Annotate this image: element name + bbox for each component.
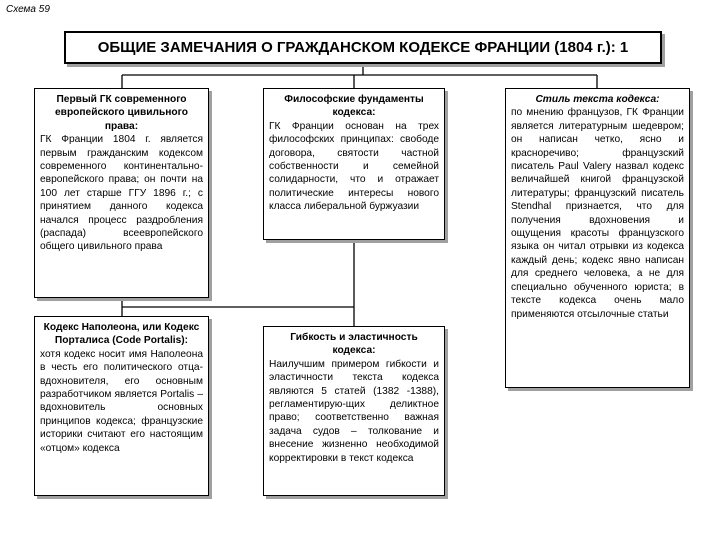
box-philosophy-text: ГК Франции основан на трех философских принципах: свободе договора, святости частной собственности и семейной солидарности, что и отражает политические интересы нового класса либеральной буржуазии — [269, 120, 439, 213]
box-style-text: по мнению французов, ГК Франции является литературным шедевром; он написан четко, ясно и красноречиво; французский писатель Paul Valery назвал кодекс величайшей книгой французской литературы; французский писатель Stendhal признается, что для получения вдохновения и ощущения красоты французского языка он читал отрывки из кодекса каждый день; кодекс явно написан для среднего человека, а не для специально обученного юриста; в тексте кодекса очень мало применяются отсылочные статьи — [511, 107, 684, 320]
box-style-heading: Стиль текста кодекса: — [535, 94, 660, 105]
box-first-civil-code-text: ГК Франции 1804 г. является первым гражданским кодексом современного континентально-европейского права; он почти на 100 лет старше ГГУ 1896 г.; с принятием данного кодекса начался процесс раздробления (распада) всеевропейского общего цивильного права — [40, 134, 203, 253]
box-napoleon-code — [34, 316, 209, 496]
scheme-title: ОБЩИЕ ЗАМЕЧАНИЯ О ГРАЖДАНСКОМ КОДЕКСЕ ФРАНЦИИ (1804 г.): 1 — [64, 31, 662, 64]
box-flexibility-heading: Гибкость и эластичность кодекса: — [290, 332, 418, 357]
box-style — [505, 88, 690, 388]
box-flexibility — [263, 326, 445, 496]
box-flexibility-text: Наилучшим примером гибкости и эластичности текста кодекса являются 5 статей (1382 -1388), регламентирую-щих деликтное право; соответственно важная задача судов – толкование и внесение жизненно необходимой корректировки в текст кодекса — [269, 358, 439, 464]
box-philosophy — [263, 88, 445, 240]
box-napoleon-code-heading: Кодекс Наполеона, или Кодекс Порталиса (Code Portalis): — [43, 322, 200, 347]
box-napoleon-code-text: хотя кодекс носит имя Наполеона в честь его политического отца-вдохновителя, его основным разработчиком является Portalis – вдохновитель основных принципов кодекса; французские историки считают его настоящим «отцом» кодекса — [40, 348, 203, 454]
box-philosophy-heading: Философские фундаменты кодекса: — [284, 94, 424, 119]
scheme-caption: Схема 59 — [6, 4, 50, 15]
box-first-civil-code — [34, 88, 209, 298]
box-first-civil-code-heading: Первый ГК современного европейского цивильного права: — [55, 94, 188, 132]
